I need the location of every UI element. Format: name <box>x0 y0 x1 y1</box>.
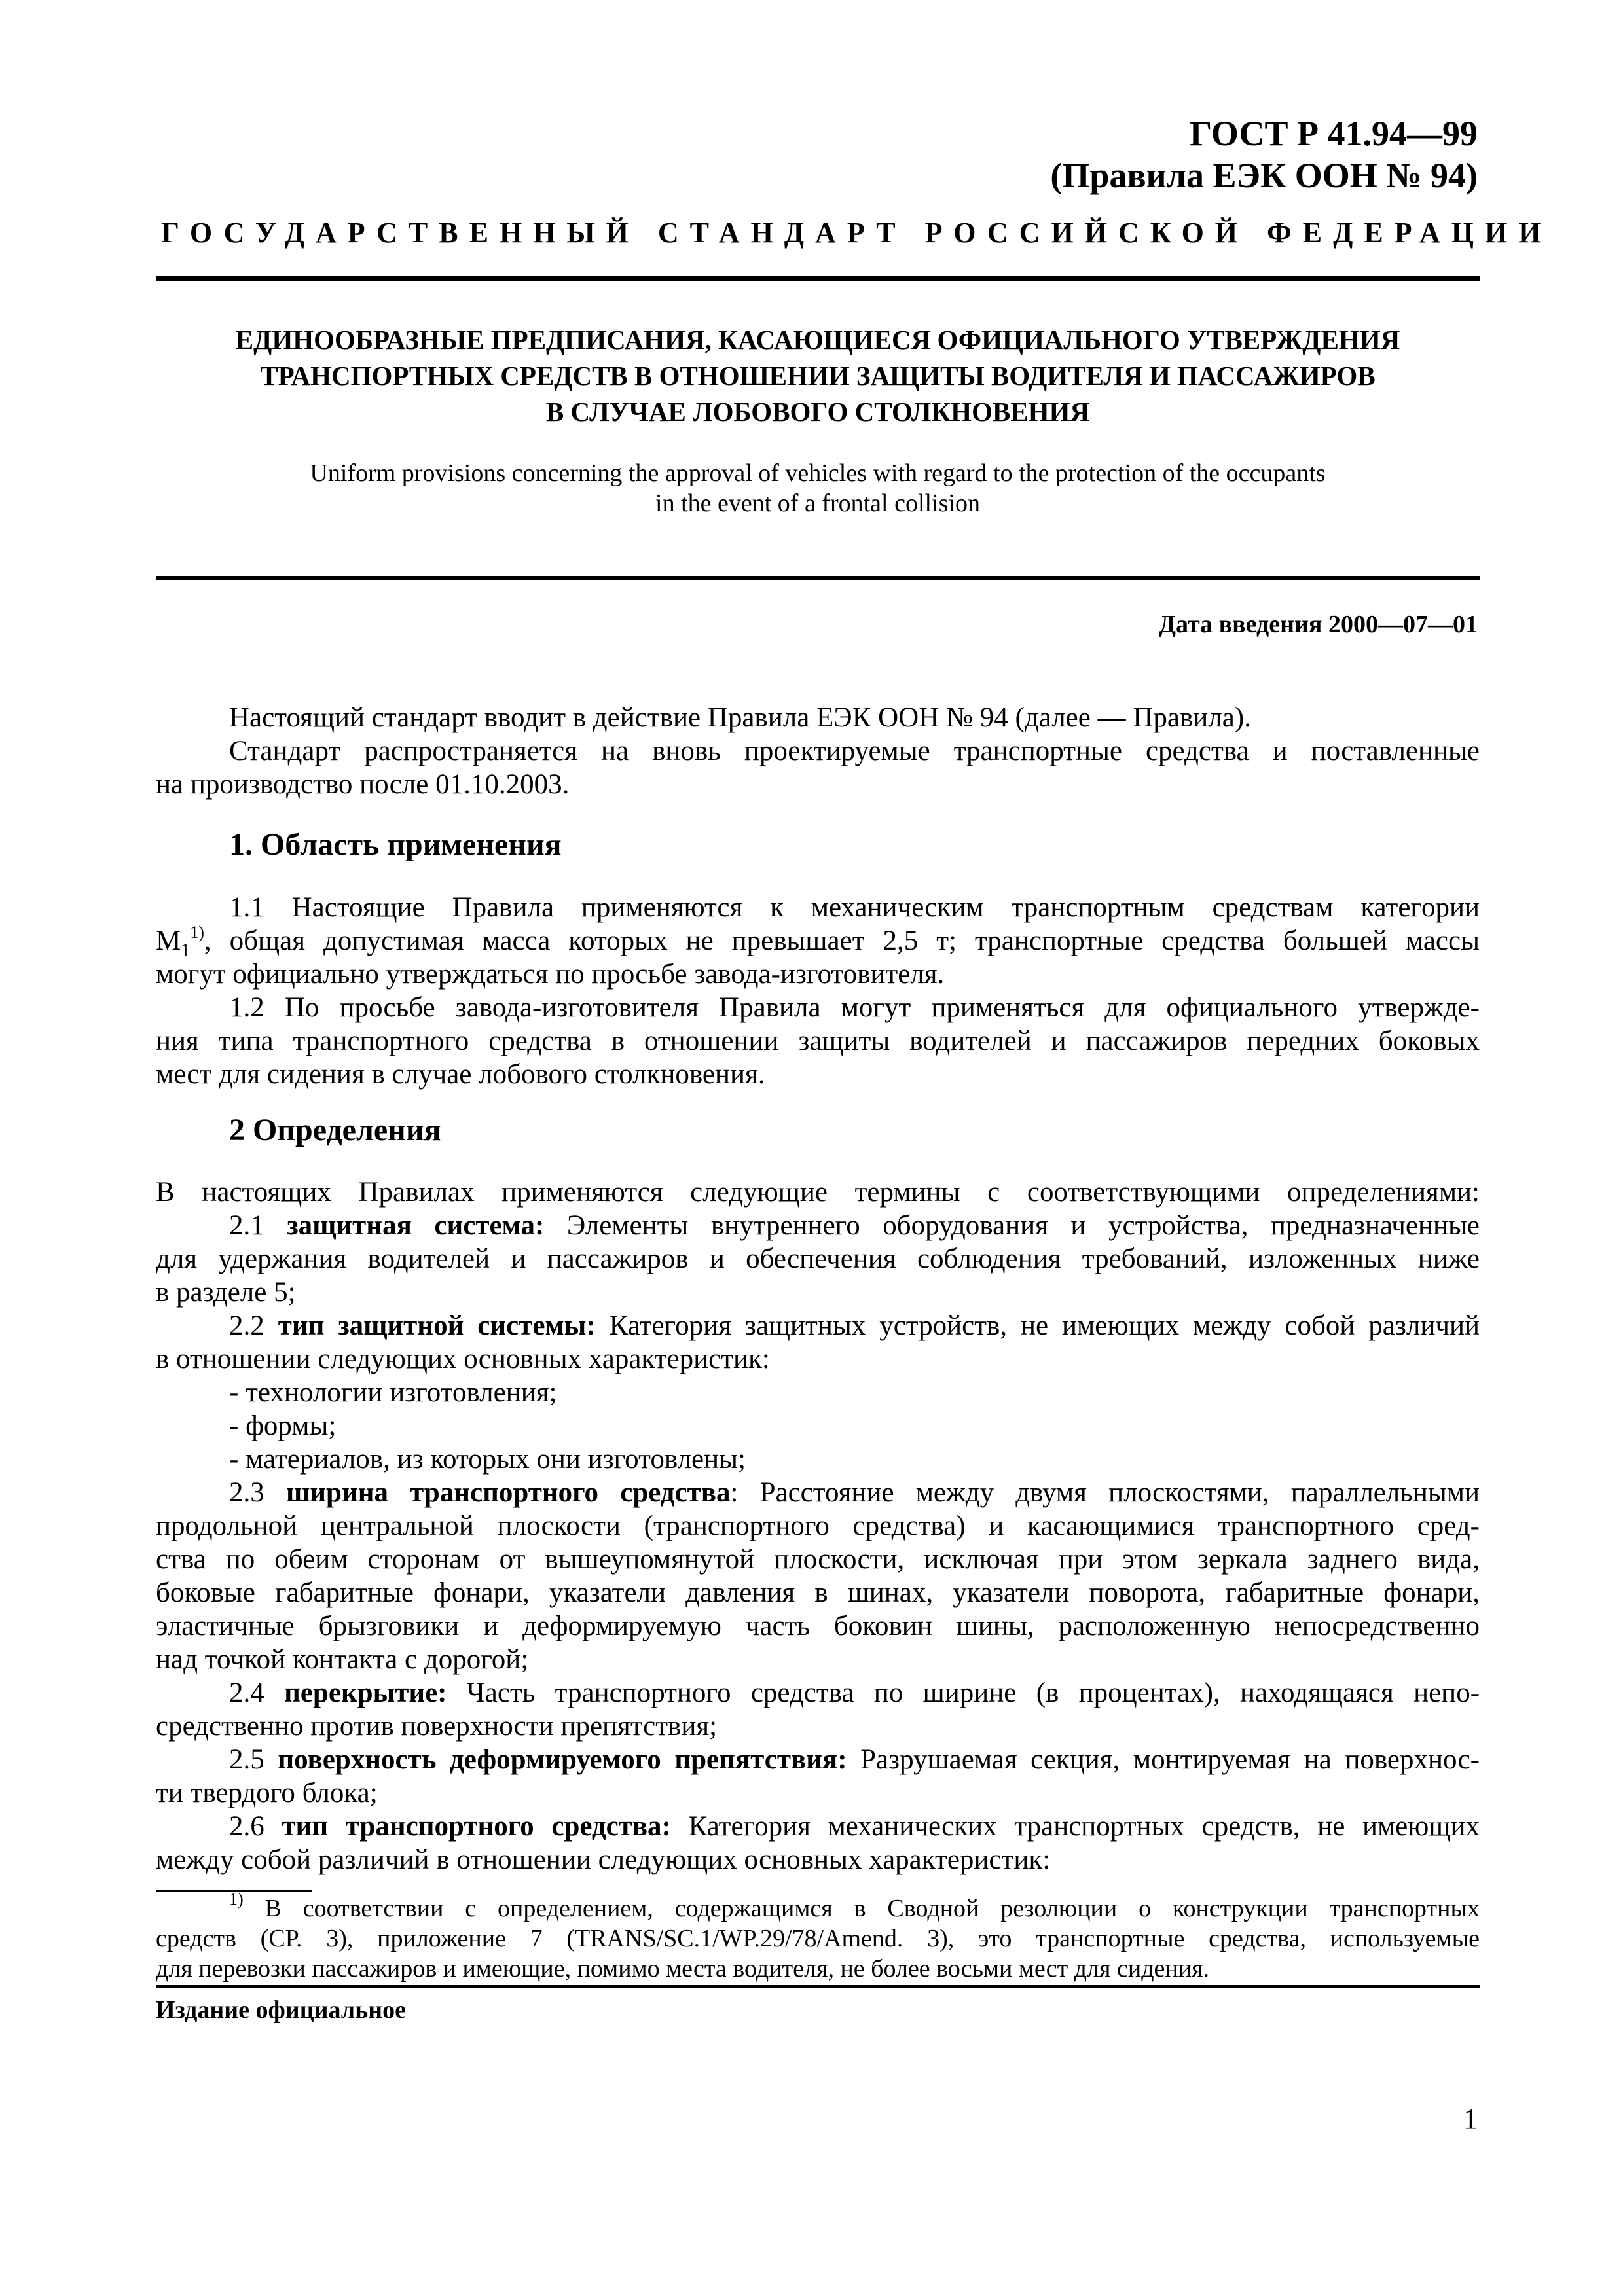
text-line: в разделе 5; <box>156 1277 296 1308</box>
text-line <box>156 1743 1480 1776</box>
english-title-line: in the event of a frontal collision <box>655 490 980 517</box>
section-2-body <box>156 1175 1480 1876</box>
list-item: - материалов, из которых они изготовлены; <box>229 1444 746 1475</box>
text-line: на производство после 01.10.2003. <box>156 769 570 800</box>
category-symbol: M <box>156 925 181 956</box>
state-standard-heading: ГОСУДАРСТВЕННЫЙ СТАНДАРТ РОССИЙСКОЙ ФЕДЕРАЦИИ <box>161 217 1552 249</box>
text-line <box>156 1676 1480 1710</box>
title-line: В СЛУЧАЕ ЛОБОВОГО СТОЛКНОВЕНИЯ <box>545 397 1090 427</box>
text-line: ти твердого блока; <box>156 1778 378 1808</box>
text-line: В настоящих Правилах применяются следующие термины с соответствующими определениями: <box>156 1177 1480 1208</box>
text-line: мест для сидения в случае лобового столкновения. <box>156 1059 765 1090</box>
text-line: эластичные брызговики и деформируемую часть боковин шины, расположенную непосредственно <box>156 1611 1480 1641</box>
english-title-line: Uniform provisions concerning the approval of vehicles with regard to the protection of the occupants <box>310 459 1326 487</box>
text-line: 1.2 По просьбе завода-изготовителя Правила могут применяться для официального утвержде- <box>229 992 1480 1023</box>
document-title <box>156 322 1480 430</box>
gost-number: ГОСТ Р 41.94—99 <box>1189 114 1478 153</box>
text-line: для удержания водителей и пассажиров и обеспечения соблюдения требований, изложенных ниже <box>156 1244 1480 1274</box>
text-line: средств (СР. 3), приложение 7 (TRANS/SC.1/WP.29/78/Amend. 3), это транспортные средства, используемые <box>156 1925 1480 1952</box>
text-line: средственно против поверхности препятствия; <box>156 1711 718 1742</box>
header-divider <box>156 276 1480 281</box>
text-line: боковые габаритные фонари, указатели давления в шинах, указатели поворота, габаритные фонари, <box>156 1577 1480 1608</box>
text-span: Категория защитных устройств, не имеющих между собой различий <box>609 1310 1480 1341</box>
official-edition-label: Издание официальное <box>156 1996 407 2024</box>
text-line <box>156 1890 1480 1924</box>
text-line <box>156 1309 1480 1342</box>
footnote <box>156 1890 1480 1984</box>
text-span: Элементы внутреннего оборудования и устройства, предназначенные <box>566 1210 1480 1241</box>
un-rule-number: (Правила ЕЭК ООН № 94) <box>1050 156 1478 195</box>
title-line: ТРАНСПОРТНЫХ СРЕДСТВ В ОТНОШЕНИИ ЗАЩИТЫ ВОДИТЕЛЯ И ПАССАЖИРОВ <box>260 361 1376 391</box>
footnote-ref: 1) <box>190 923 204 942</box>
text-line: в отношении следующих основных характеристик: <box>156 1344 770 1374</box>
text-line: ства по обеим сторонам от вышеупомянутой плоскости, исключая при этом зеркала заднего вида, <box>156 1544 1480 1575</box>
text-line: между собой различий в отношении следующих основных характеристик: <box>156 1844 1051 1875</box>
defined-term: тип защитной системы: <box>278 1310 596 1341</box>
introduction-date: Дата введения 2000—07—01 <box>1158 611 1478 638</box>
text-line: над точкой контакта с дорогой; <box>156 1644 529 1675</box>
text-span: Категория механических транспортных средств, не имеющих <box>688 1811 1480 1842</box>
list-item: - технологии изготовления; <box>229 1377 557 1408</box>
clause-number: 2.5 <box>229 1744 264 1775</box>
defined-term: тип транспортного средства: <box>282 1811 671 1842</box>
text-span: , общая допустимая масса которых не превышает 2,5 т; транспортные средства большей массы <box>204 925 1480 956</box>
section-1-heading: 1. Область применения <box>229 827 562 862</box>
title-divider <box>156 576 1480 580</box>
footnote-mark: 1) <box>229 1890 244 1909</box>
document-designation <box>1050 113 1478 196</box>
text-line <box>156 923 1480 961</box>
text-span: В соответствии с определением, содержащимся в Сводной резолюции о конструкции транспортных <box>264 1895 1480 1922</box>
page-number: 1 <box>1463 2103 1478 2135</box>
text-line: продольной центральной плоскости (транспортного средства) и касающимися транспортного сред- <box>156 1511 1480 1541</box>
defined-term: поверхность деформируемого препятствия: <box>278 1744 847 1775</box>
section-1-body <box>156 891 1480 1091</box>
text-line: могут официально утверждаться по просьбе завода-изготовителя. <box>156 959 945 990</box>
title-line: ЕДИНООБРАЗНЫЕ ПРЕДПИСАНИЯ, КАСАЮЩИЕСЯ ОФИЦИАЛЬНОГО УТВЕРЖДЕНИЯ <box>235 325 1400 355</box>
defined-term: перекрытие: <box>284 1677 447 1708</box>
defined-term: ширина транспортного средства <box>285 1477 731 1508</box>
text-line: ния типа транспортного средства в отношении защиты водителей и пассажиров передних боковых <box>156 1026 1480 1056</box>
clause-number: 2.2 <box>229 1310 264 1341</box>
defined-term: защитная система: <box>287 1210 545 1241</box>
section-2-heading: 2 Определения <box>229 1113 441 1147</box>
clause-number: 2.6 <box>229 1811 264 1842</box>
english-title <box>156 458 1480 518</box>
text-span: Разрушаемая секция, монтируемая на поверхнос- <box>860 1744 1480 1775</box>
text-line: Стандарт распространяется на вновь проектируемые транспортные средства и поставленные <box>229 736 1480 766</box>
text-line <box>156 1476 1480 1509</box>
text-span: Часть транспортного средства по ширине (в процентах), находящаяся непо- <box>466 1677 1480 1708</box>
footer-divider <box>156 1985 1480 1988</box>
text-line <box>156 1810 1480 1843</box>
text-line: для перевозки пассажиров и имеющие, помимо места водителя, не более восьми мест для сидения. <box>156 1955 1210 1982</box>
text-span: : Расстояние между двумя плоскостями, параллельными <box>730 1477 1480 1508</box>
text-line: Настоящий стандарт вводит в действие Правила ЕЭК ООН № 94 (далее — Правила). <box>229 702 1251 733</box>
clause-number: 2.3 <box>229 1477 264 1508</box>
text-line <box>156 1209 1480 1242</box>
intro-paragraph <box>156 701 1480 801</box>
text-line: 1.1 Настоящие Правила применяются к механическим транспортным средствам категории <box>229 892 1480 923</box>
list-item: - формы; <box>229 1410 337 1441</box>
clause-number: 2.4 <box>229 1677 264 1708</box>
category-subscript: 1 <box>181 941 191 961</box>
clause-number: 2.1 <box>229 1210 264 1241</box>
